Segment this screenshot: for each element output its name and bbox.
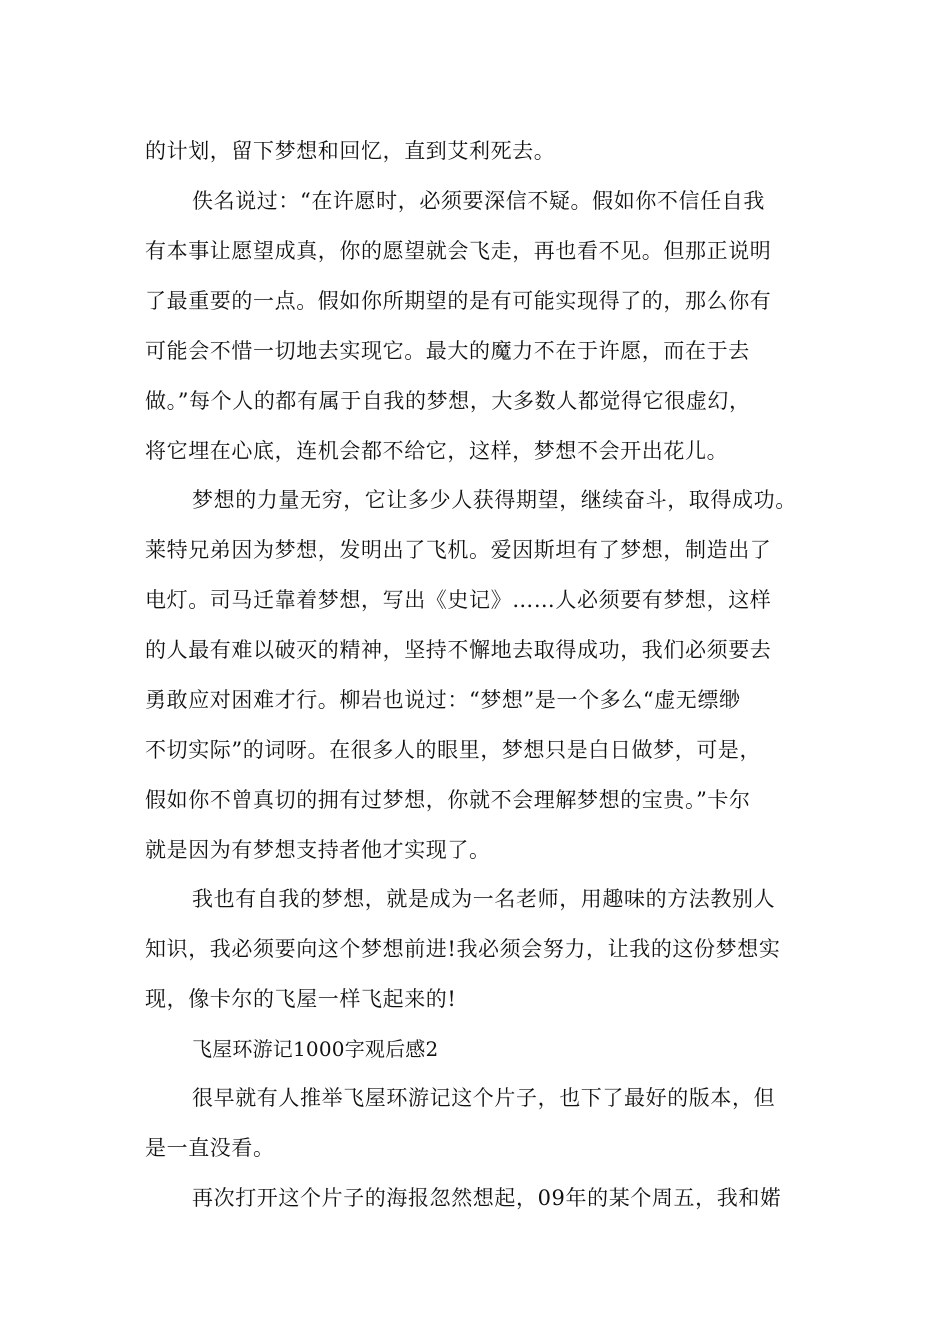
section-heading: 飞屋环游记1000字观后感2 [192, 1037, 439, 1061]
text-line: 勇敢应对困难才行。柳岩也说过：“梦想”是一个多么“虚无缥缈 [145, 688, 741, 712]
text-line: 了最重要的一点。假如你所期望的是有可能实现得了的，那么你有 [145, 289, 772, 313]
text-line: 就是因为有梦想支持者他才实现了。 [145, 838, 491, 862]
text-line: 佚名说过：“在许愿时，必须要深信不疑。假如你不信任自我 [192, 189, 765, 213]
text-line: 再次打开这个片子的海报忽然想起，09年的某个周五，我和婼 [192, 1186, 782, 1210]
text-line: 很早就有人推举飞屋环游记这个片子，也下了最好的版本，但 [192, 1086, 776, 1110]
text-line: 知识，我必须要向这个梦想前进!我必须会努力，让我的这份梦想实 [145, 937, 781, 961]
text-line: 电灯。司马迁靠着梦想，写出《史记》……人必须要有梦想，这样 [145, 588, 772, 612]
text-line: 的计划，留下梦想和回忆，直到艾利死去。 [145, 139, 556, 163]
text-line: 可能会不惜一切地去实现它。最大的魔力不在于许愿，而在于去 [145, 339, 750, 363]
text-line: 梦想的力量无穷，它让多少人获得期望，继续奋斗，取得成功。 [192, 488, 797, 512]
text-line: 的人最有难以破灭的精神，坚持不懈地去取得成功，我们必须要去 [145, 638, 772, 662]
text-line: 莱特兄弟因为梦想，发明出了飞机。爱因斯坦有了梦想，制造出了 [145, 538, 772, 562]
text-line: 有本事让愿望成真，你的愿望就会飞走，再也看不见。但那正说明 [145, 239, 772, 263]
text-line: 将它埋在心底，连机会都不给它，这样，梦想不会开出花儿。 [145, 439, 729, 463]
text-line: 是一直没看。 [145, 1136, 275, 1160]
text-line: 不切实际”的词呀。在很多人的眼里，梦想只是白日做梦，可是， [145, 738, 762, 762]
text-line: 假如你不曾真切的拥有过梦想，你就不会理解梦想的宝贵。”卡尔 [145, 788, 751, 812]
text-line: 现，像卡尔的飞屋一样飞起来的! [145, 987, 457, 1011]
text-line: 做。”每个人的都有属于自我的梦想，大多数人都觉得它很虚幻， [145, 389, 751, 413]
text-line: 我也有自我的梦想，就是成为一名老师，用趣味的方法教别人 [192, 887, 776, 911]
